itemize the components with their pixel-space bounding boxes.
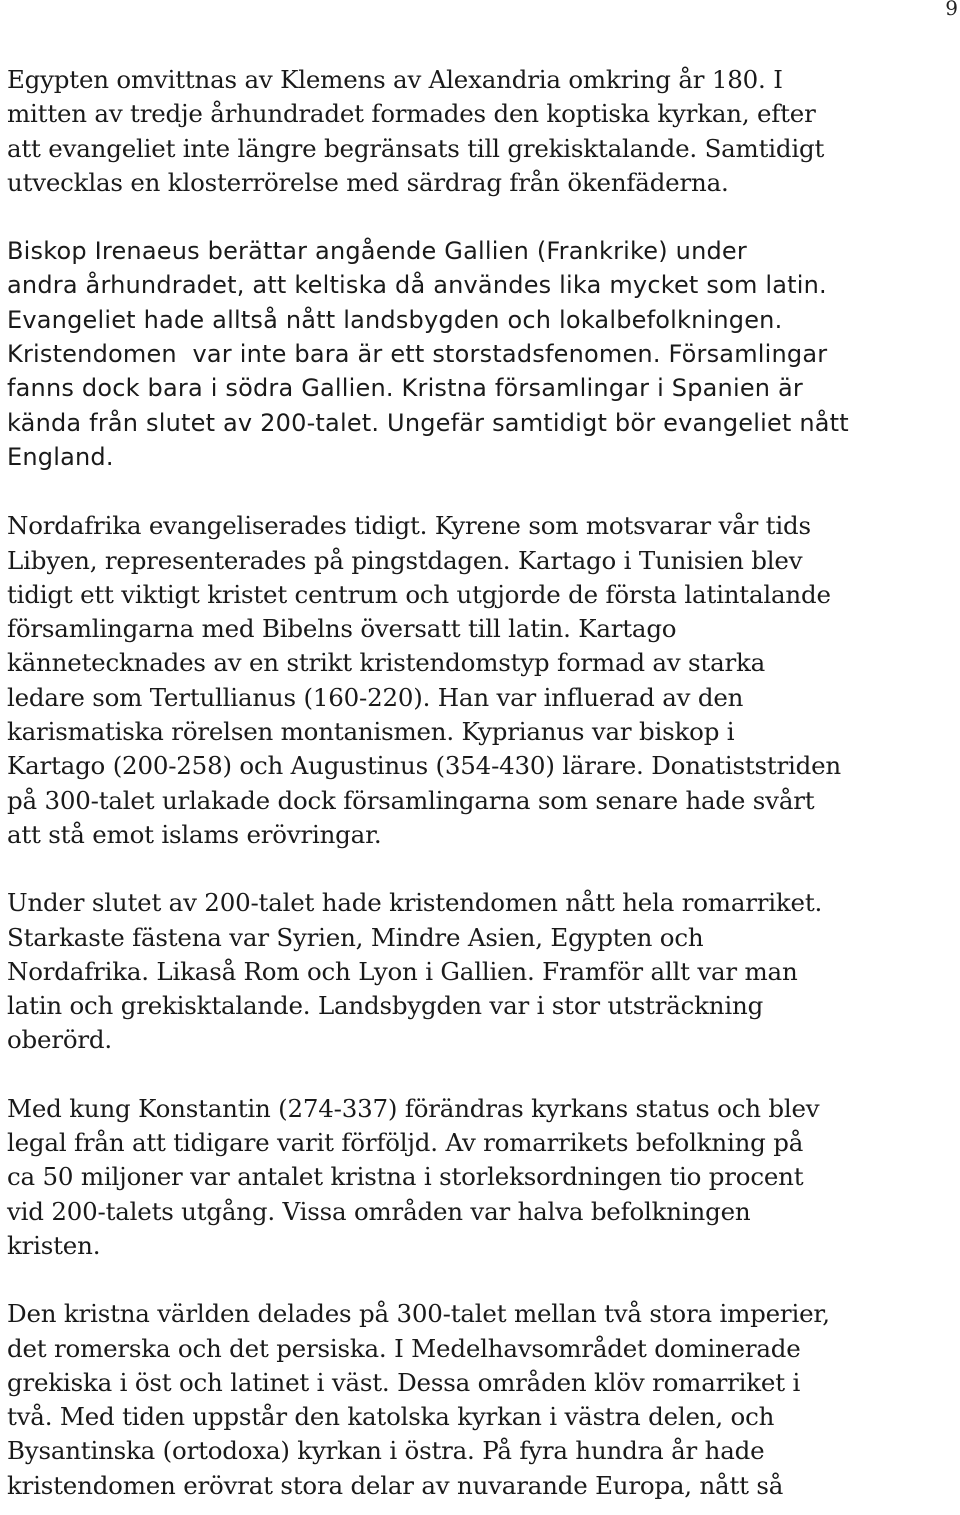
paragraph-egypt: Egypten omvittnas av Klemens av Alexandria omkring år 180. I mitten av tredje århundradet formades den koptiska kyrkan, efter att evangeliet inte längre begränsats till grekisktalande. Samtidigt utvecklas en klosterrörelse med särdrag från ökenfäderna. xyxy=(7,65,825,197)
paragraph-constantine: Med kung Konstantin (274-337) förändras kyrkans status och blev legal från att tidigare varit förföljd. Av romarrikets befolkning på ca 50 miljoner var antalet kristna i storleksordningen tio procent vid 200-talets utgång. Vissa områden var halva befolkningen kristen. xyxy=(7,1093,820,1260)
page-number: 9 xyxy=(945,0,958,20)
document-body xyxy=(7,63,957,1503)
paragraph-division: Den kristna världen delades på 300-talet mellan två stora imperier, det romerska och det persiska. I Medelhavsområdet dominerade grekiska i öst och latinet i väst. Dessa områden klöv romarriket i två. Med tiden uppstår den katolska kyrkan i västra delen, och Bysantinska (ortodoxa) kyrkan i östra. På fyra hundra år hade kristendomen erövrat stora delar av nuvarande Europa, nått så xyxy=(7,1299,830,1500)
paragraph-north-africa: Nordafrika evangeliserades tidigt. Kyrene som motsvarar vår tids Libyen, representerades på pingstdagen. Kartago i Tunisien blev tidigt ett viktigt kristet centrum och utgjorde de första latintalande församlingarna med Bibelns översatt till latin. Kartago kännetecknades av en strikt kristendomstyp formad av starka ledare som Tertullianus (160-220). Han var influerad av den karismatiska rörelsen montanismen. Kyprianus var biskop i Kartago (200-258) och Augustinus (354-430) lärare. Donatiststriden på 300-talet urlakade dock församlingarna som senare hade svårt att stå emot islams erövringar. xyxy=(7,511,842,849)
paragraph-roman-empire: Under slutet av 200-talet hade kristendomen nått hela romarriket. Starkaste fästena var Syrien, Mindre Asien, Egypten och Nordafrika. Likaså Rom och Lyon i Gallien. Framför allt var man latin och grekisktalande. Landsbygden var i stor utsträckning oberörd. xyxy=(7,888,823,1055)
paragraph-gaul: Biskop Irenaeus berättar angående Gallien (Frankrike) under andra århundradet, att keltiska då användes lika mycket som latin. Evangeliet hade alltså nått landsbygden och lokalbefolkningen. Kristendomen var inte bara är ett storstadsfenomen. Församlingar fanns dock bara i södra Gallien. Kristna församlingar i Spanien är kända från slutet av 200-talet. Ungefär samtidigt bör evangeliet nått England. xyxy=(7,237,849,471)
